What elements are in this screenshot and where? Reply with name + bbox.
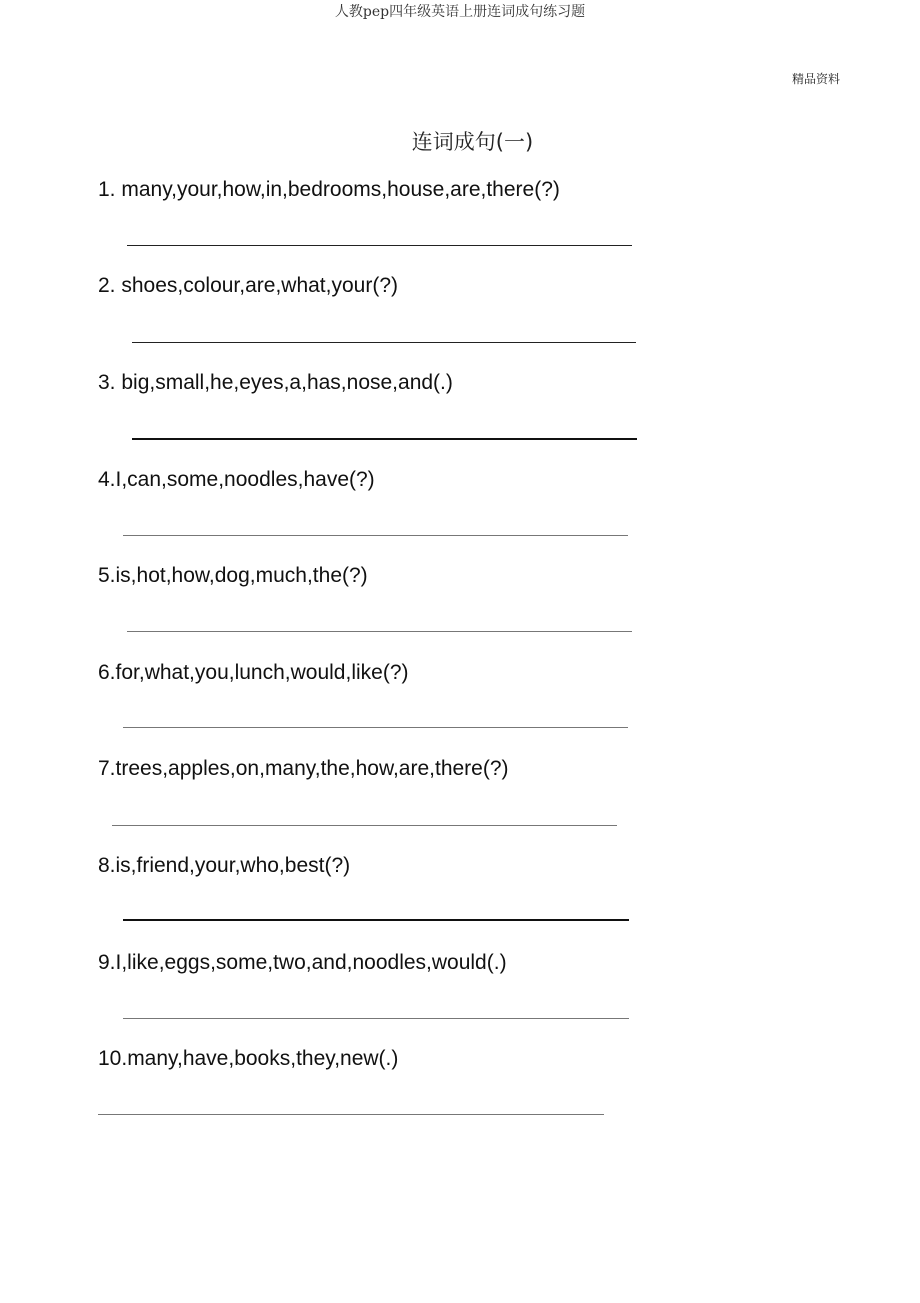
question-1: 1. many,your,how,in,bedrooms,house,are,there(?): [98, 178, 560, 201]
corner-label: 精品资料: [791, 72, 840, 86]
question-2: 2. shoes,colour,are,what,your(?): [98, 274, 398, 297]
question-10: 10.many,have,books,they,new(.): [98, 1047, 399, 1070]
answer-line-8[interactable]: [123, 919, 629, 921]
page-title: 连词成句(一): [411, 130, 534, 154]
answer-line-10[interactable]: [98, 1114, 604, 1115]
answer-line-5[interactable]: [127, 631, 632, 632]
question-3: 3. big,small,he,eyes,a,has,nose,and(.): [98, 371, 453, 394]
question-6: 6.for,what,you,lunch,would,like(?): [98, 661, 409, 684]
question-4: 4.I,can,some,noodles,have(?): [98, 468, 375, 491]
answer-line-6[interactable]: [123, 727, 628, 728]
question-5: 5.is,hot,how,dog,much,the(?): [98, 564, 368, 587]
question-8: 8.is,friend,your,who,best(?): [98, 854, 351, 877]
answer-line-9[interactable]: [123, 1018, 629, 1019]
answer-line-4[interactable]: [123, 535, 628, 536]
answer-line-7[interactable]: [112, 825, 617, 826]
question-9: 9.I,like,eggs,some,two,and,noodles,would(.): [98, 951, 507, 974]
answer-line-3[interactable]: [132, 438, 637, 440]
answer-line-1[interactable]: [127, 245, 632, 246]
question-7: 7.trees,apples,on,many,the,how,are,there(?): [98, 757, 509, 780]
answer-line-2[interactable]: [132, 342, 636, 343]
document-header: 人教pep四年级英语上册连词成句练习题: [334, 4, 586, 20]
